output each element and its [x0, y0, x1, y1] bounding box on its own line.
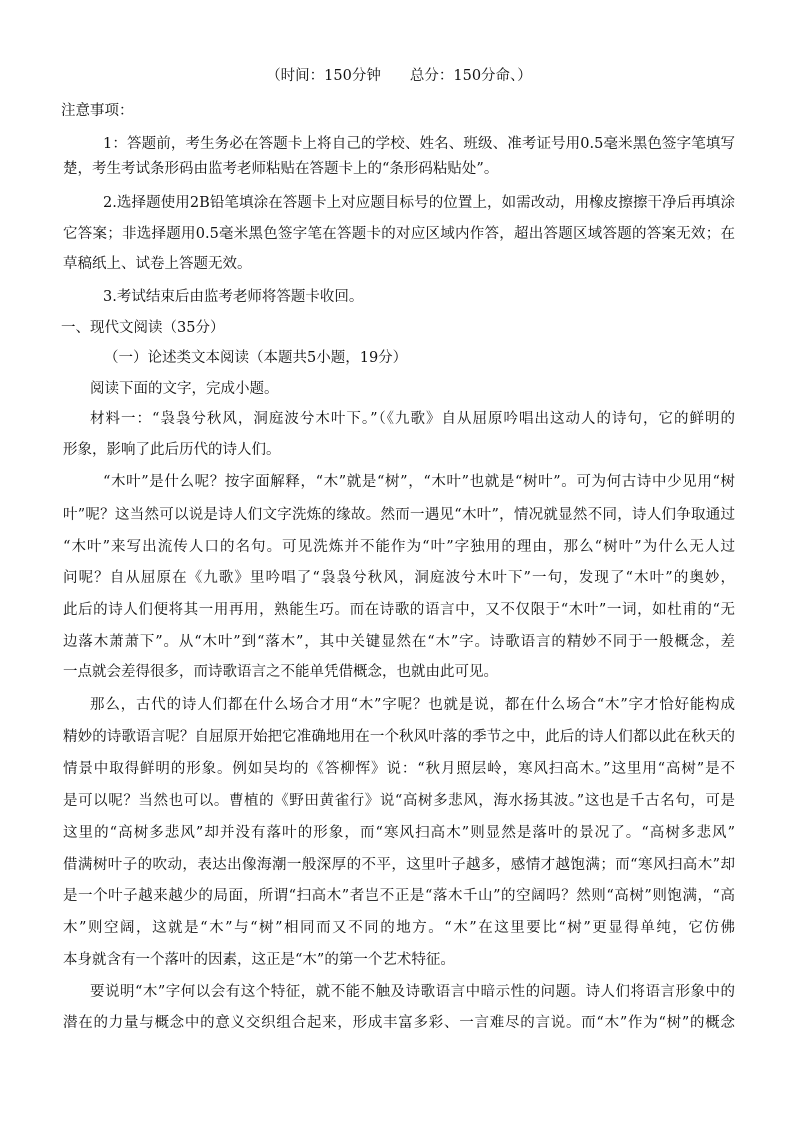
material-p2-line-7: 一点就会差得很多，而诗歌语言之不能单凭借概念，也就由此可见。	[63, 664, 498, 680]
section-subtitle: （一）论述类文本阅读（本题共5小题，19分）	[104, 350, 408, 366]
material-p3-line-3: 情景中取得鲜明的形象。例如吴均的《答柳恽》说：“秋月照层岭，寒风扫高木。”这里用“高树”是不	[63, 761, 735, 777]
material-p3-line-9: 本身就含有一个落叶的因素，这正是“木”的第一个艺术特征。	[63, 952, 455, 968]
material-p3-line-1: 那么，古代的诗人们都在什么场合才用“木”字呢？也就是说，都在什么场合“木”字才恰好能构成	[90, 697, 735, 713]
reading-instruction: 阅读下面的文字，完成小题。	[90, 381, 279, 397]
material-p1-line-1: 材料一：“袅袅兮秋风，洞庭波兮木叶下。”（《九歌》自从屈原吟唱出这动人的诗句，它的鲜明的	[90, 411, 735, 427]
section-title: 一、现代文阅读（35分）	[61, 320, 225, 336]
note-item-1-line-2: 楚，考生考试条形码由监考老师粘贴在答题卡上的“条形码粘贴处”。	[63, 161, 499, 177]
material-p2-line-3: “木叶”来写出流传人口的名句。可见洗炼并不能作为“叶”字独用的理由，那么“树叶”为什么无人过	[63, 539, 735, 555]
material-p4-line-2: 潜在的力量与概念中的意义交织组合起来，形成丰富多彩、一言难尽的言说。而“木”作为“树”的概念	[63, 1015, 735, 1031]
material-p2-line-5: 此后的诗人们便将其一用再用，熟能生巧。而在诗歌的语言中，又不仅限于“木叶”一词，如杜甫的“无	[63, 602, 735, 618]
material-p3-line-7: 是一个叶子越来越少的局面，所谓“扫高木”者岂不正是“落木千山”的空阔吗？然则“高树”则饱满，“高	[63, 888, 735, 904]
note-item-2-line-2: 它答案；非选择题用0.5毫米黑色签字笔在答题卡的对应区域内作答，超出答题区域答题的答案无效；在	[63, 226, 735, 242]
note-item-3: 3.考试结束后由监考老师将答题卡收回。	[103, 289, 364, 305]
notes-title: 注意事项：	[61, 103, 134, 119]
material-p1-line-2: 形象，影响了此后历代的诗人们。	[63, 442, 281, 458]
material-p3-line-4: 是可以呢？当然也可以。曹植的《野田黄雀行》说“高树多悲风，海水扬其波。”这也是千古名句，可是	[63, 793, 735, 809]
note-item-1-line-1: 1：答题前，考生务必在答题卡上将自己的学校、姓名、班级、准考证号用0.5毫米黑色签字笔填写	[103, 136, 735, 152]
exam-info: （时间：150分钟 总分：150分命、）	[266, 68, 532, 84]
note-item-2-line-1: 2.选择题使用2B铅笔填涂在答题卡上对应题目标号的位置上，如需改动，用橡皮擦擦干净后再填涂	[103, 195, 735, 211]
material-p3-line-5: 这里的“高树多悲风”却并没有落叶的形象，而“寒风扫高木”则显然是落叶的景况了。“高树多悲风”	[63, 825, 735, 841]
material-p4-line-1: 要说明“木”字何以会有这个特征，就不能不触及诗歌语言中暗示性的问题。诗人们将语言形象中的	[90, 984, 735, 1000]
note-item-2-line-3: 草稿纸上、试卷上答题无效。	[63, 256, 252, 272]
material-p2-line-1: “木叶”是什么呢？按字面解释，“木”就是“树”，“木叶”也就是“树叶”。可为何古诗中少见用“树	[103, 474, 735, 490]
material-p2-line-4: 问呢？自从屈原在《九歌》里吟唱了“袅袅兮秋风，洞庭波兮木叶下”一句，发现了“木叶”的奥妙，	[63, 570, 735, 586]
material-p2-line-6: 边落木萧萧下”。从“木叶”到“落木”，其中关键显然在“木”字。诗歌语言的精妙不同于一般概念，差	[63, 634, 735, 650]
material-p3-line-8: 木”则空阔，这就是“木”与“树”相同而又不同的地方。“木”在这里要比“树”更显得单纯，它仿佛	[63, 920, 735, 936]
material-p3-line-6: 借满树叶子的吹动，表达出像海潮一般深厚的不平，这里叶子越多，感情才越饱满；而“寒风扫高木”却	[63, 857, 735, 873]
material-p2-line-2: 叶”呢？这当然可以说是诗人们文字洗炼的缘故。然而一遇见“木叶”，情况就显然不同，诗人们争取通过	[63, 507, 735, 523]
material-p3-line-2: 精妙的诗歌语言呢？自屈原开始把它准确地用在一个秋风叶落的季节之中，此后的诗人们都以此在秋天的	[63, 729, 735, 745]
